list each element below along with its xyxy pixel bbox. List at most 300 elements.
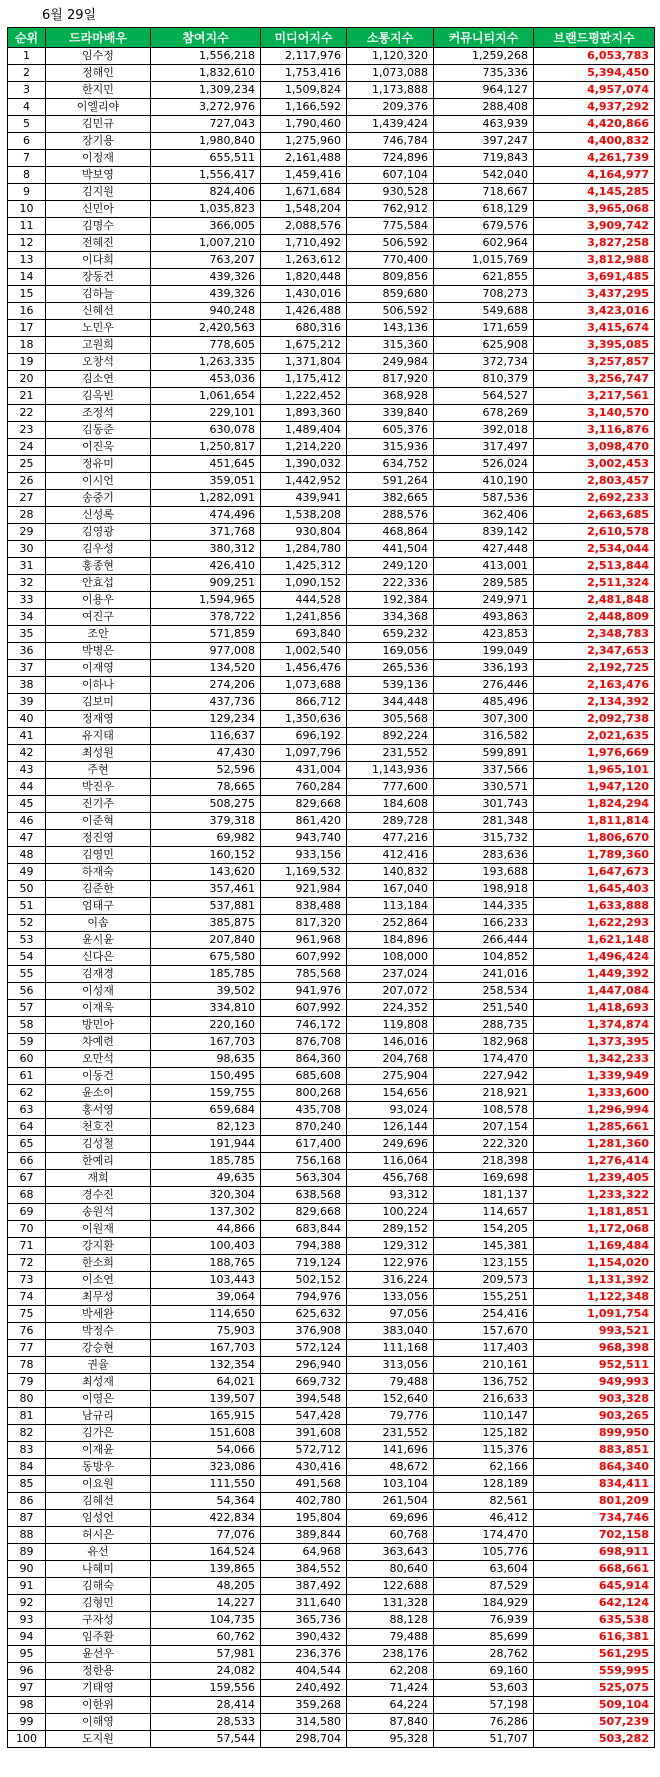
participation-index-cell: 474,496	[151, 507, 261, 524]
brand-reputation-index-cell: 4,937,292	[534, 99, 655, 116]
brand-reputation-index-cell: 2,513,844	[534, 558, 655, 575]
actor-name-cell: 도지원	[46, 1731, 151, 1748]
media-index-cell: 685,608	[261, 1068, 347, 1085]
community-index-cell: 145,381	[434, 1238, 534, 1255]
table-row	[8, 1272, 655, 1289]
participation-index-cell: 451,645	[151, 456, 261, 473]
community-index-cell: 171,659	[434, 320, 534, 337]
brand-reputation-index-cell: 559,995	[534, 1663, 655, 1680]
communication-index-cell: 261,504	[347, 1493, 434, 1510]
actor-name-cell: 김지원	[46, 184, 151, 201]
actor-name-cell: 김가은	[46, 1425, 151, 1442]
table-row	[8, 354, 655, 371]
community-index-cell: 392,018	[434, 422, 534, 439]
community-index-cell: 678,269	[434, 405, 534, 422]
communication-index-cell: 770,400	[347, 252, 434, 269]
community-index-cell: 362,406	[434, 507, 534, 524]
community-index-cell: 249,971	[434, 592, 534, 609]
community-index-cell: 493,863	[434, 609, 534, 626]
actor-name-cell: 나혜미	[46, 1561, 151, 1578]
actor-name-cell: 방민아	[46, 1017, 151, 1034]
communication-index-cell: 316,224	[347, 1272, 434, 1289]
brand-reputation-index-cell: 1,633,888	[534, 898, 655, 915]
table-row	[8, 660, 655, 677]
table-row	[8, 1493, 655, 1510]
actor-name-cell: 김영민	[46, 847, 151, 864]
actor-name-cell: 정한용	[46, 1663, 151, 1680]
brand-reputation-index-cell: 864,340	[534, 1459, 655, 1476]
rank-cell: 83	[8, 1442, 46, 1459]
rank-cell: 65	[8, 1136, 46, 1153]
participation-index-cell: 508,275	[151, 796, 261, 813]
media-index-cell: 384,552	[261, 1561, 347, 1578]
rank-cell: 14	[8, 269, 46, 286]
media-index-cell: 1,275,960	[261, 133, 347, 150]
participation-index-cell: 439,326	[151, 269, 261, 286]
participation-index-cell: 47,430	[151, 745, 261, 762]
rank-cell: 66	[8, 1153, 46, 1170]
participation-index-cell: 164,524	[151, 1544, 261, 1561]
table-row	[8, 1595, 655, 1612]
community-index-cell: 288,408	[434, 99, 534, 116]
table-row	[8, 1612, 655, 1629]
communication-index-cell: 103,104	[347, 1476, 434, 1493]
rank-cell: 53	[8, 932, 46, 949]
community-index-cell: 810,379	[434, 371, 534, 388]
participation-index-cell: 139,507	[151, 1391, 261, 1408]
community-index-cell: 564,527	[434, 388, 534, 405]
actor-name-cell: 구자성	[46, 1612, 151, 1629]
header-actor: 드라마배우	[46, 28, 151, 48]
rank-cell: 45	[8, 796, 46, 813]
brand-reputation-index-cell: 1,091,754	[534, 1306, 655, 1323]
community-index-cell: 708,273	[434, 286, 534, 303]
actor-name-cell: 이영은	[46, 1391, 151, 1408]
communication-index-cell: 108,000	[347, 949, 434, 966]
table-row	[8, 1238, 655, 1255]
brand-reputation-index-cell: 2,692,233	[534, 490, 655, 507]
rank-cell: 51	[8, 898, 46, 915]
brand-reputation-index-cell: 1,373,395	[534, 1034, 655, 1051]
communication-index-cell: 95,328	[347, 1731, 434, 1748]
table-row	[8, 303, 655, 320]
brand-reputation-index-cell: 4,400,832	[534, 133, 655, 150]
rank-cell: 70	[8, 1221, 46, 1238]
media-index-cell: 296,940	[261, 1357, 347, 1374]
communication-index-cell: 143,136	[347, 320, 434, 337]
community-index-cell: 136,752	[434, 1374, 534, 1391]
media-index-cell: 311,640	[261, 1595, 347, 1612]
actor-name-cell: 김준한	[46, 881, 151, 898]
media-index-cell: 719,124	[261, 1255, 347, 1272]
participation-index-cell: 1,980,840	[151, 133, 261, 150]
actor-name-cell: 임주환	[46, 1629, 151, 1646]
table-row	[8, 1510, 655, 1527]
communication-index-cell: 605,376	[347, 422, 434, 439]
media-index-cell: 314,580	[261, 1714, 347, 1731]
rank-cell: 62	[8, 1085, 46, 1102]
actor-name-cell: 이정재	[46, 150, 151, 167]
actor-name-cell: 이엘리야	[46, 99, 151, 116]
rank-cell: 18	[8, 337, 46, 354]
participation-index-cell: 134,520	[151, 660, 261, 677]
table-row	[8, 1374, 655, 1391]
participation-index-cell: 69,982	[151, 830, 261, 847]
community-index-cell: 104,852	[434, 949, 534, 966]
actor-name-cell: 장기용	[46, 133, 151, 150]
community-index-cell: 115,376	[434, 1442, 534, 1459]
community-index-cell: 123,155	[434, 1255, 534, 1272]
brand-reputation-index-cell: 3,098,470	[534, 439, 655, 456]
table-row	[8, 1187, 655, 1204]
actor-name-cell: 박세완	[46, 1306, 151, 1323]
community-index-cell: 423,853	[434, 626, 534, 643]
rank-cell: 88	[8, 1527, 46, 1544]
rank-cell: 81	[8, 1408, 46, 1425]
participation-index-cell: 75,903	[151, 1323, 261, 1340]
table-row	[8, 813, 655, 830]
media-index-cell: 431,004	[261, 762, 347, 779]
communication-index-cell: 892,224	[347, 728, 434, 745]
participation-index-cell: 274,206	[151, 677, 261, 694]
brand-reputation-index-cell: 1,645,403	[534, 881, 655, 898]
brand-reputation-index-cell: 734,746	[534, 1510, 655, 1527]
actor-name-cell: 장동건	[46, 269, 151, 286]
media-index-cell: 876,708	[261, 1034, 347, 1051]
community-index-cell: 28,762	[434, 1646, 534, 1663]
brand-reputation-index-cell: 1,789,360	[534, 847, 655, 864]
participation-index-cell: 14,227	[151, 1595, 261, 1612]
participation-index-cell: 334,810	[151, 1000, 261, 1017]
community-index-cell: 53,603	[434, 1680, 534, 1697]
table-row	[8, 1357, 655, 1374]
communication-index-cell: 339,840	[347, 405, 434, 422]
actor-name-cell: 김영광	[46, 524, 151, 541]
actor-name-cell: 차예련	[46, 1034, 151, 1051]
brand-reputation-index-cell: 1,965,101	[534, 762, 655, 779]
media-index-cell: 1,426,488	[261, 303, 347, 320]
communication-index-cell: 305,568	[347, 711, 434, 728]
table-row	[8, 490, 655, 507]
actor-name-cell: 김민규	[46, 116, 151, 133]
table-row	[8, 779, 655, 796]
actor-name-cell: 홍서영	[46, 1102, 151, 1119]
community-index-cell: 144,335	[434, 898, 534, 915]
table-row	[8, 456, 655, 473]
communication-index-cell: 167,040	[347, 881, 434, 898]
actor-name-cell: 정유미	[46, 456, 151, 473]
communication-index-cell: 140,832	[347, 864, 434, 881]
participation-index-cell: 98,635	[151, 1051, 261, 1068]
community-index-cell: 679,576	[434, 218, 534, 235]
rank-cell: 61	[8, 1068, 46, 1085]
communication-index-cell: 506,592	[347, 235, 434, 252]
table-row	[8, 1459, 655, 1476]
brand-reputation-index-cell: 642,124	[534, 1595, 655, 1612]
community-index-cell: 69,160	[434, 1663, 534, 1680]
rank-cell: 19	[8, 354, 46, 371]
table-row	[8, 1306, 655, 1323]
communication-index-cell: 100,224	[347, 1204, 434, 1221]
table-row	[8, 269, 655, 286]
brand-reputation-index-cell: 3,812,988	[534, 252, 655, 269]
brand-reputation-index-cell: 1,449,392	[534, 966, 655, 983]
communication-index-cell: 383,040	[347, 1323, 434, 1340]
participation-index-cell: 111,550	[151, 1476, 261, 1493]
community-index-cell: 199,049	[434, 643, 534, 660]
rank-cell: 48	[8, 847, 46, 864]
media-index-cell: 1,169,532	[261, 864, 347, 881]
actor-name-cell: 최성원	[46, 745, 151, 762]
participation-index-cell: 379,318	[151, 813, 261, 830]
communication-index-cell: 539,136	[347, 677, 434, 694]
actor-name-cell: 이재영	[46, 660, 151, 677]
actor-name-cell: 김우성	[46, 541, 151, 558]
brand-reputation-index-cell: 1,169,484	[534, 1238, 655, 1255]
rank-cell: 22	[8, 405, 46, 422]
table-row	[8, 1391, 655, 1408]
participation-index-cell: 630,078	[151, 422, 261, 439]
rank-cell: 76	[8, 1323, 46, 1340]
table-row	[8, 201, 655, 218]
table-row	[8, 1561, 655, 1578]
table-row	[8, 1731, 655, 1748]
actor-name-cell: 이준혁	[46, 813, 151, 830]
actor-name-cell: 고원희	[46, 337, 151, 354]
community-index-cell: 289,585	[434, 575, 534, 592]
table-row	[8, 677, 655, 694]
community-index-cell: 166,233	[434, 915, 534, 932]
media-index-cell: 794,388	[261, 1238, 347, 1255]
actor-name-cell: 안효섭	[46, 575, 151, 592]
communication-index-cell: 724,896	[347, 150, 434, 167]
participation-index-cell: 1,832,610	[151, 65, 261, 82]
header-community: 커뮤니티지수	[434, 28, 534, 48]
brand-reputation-index-cell: 952,511	[534, 1357, 655, 1374]
media-index-cell: 1,790,460	[261, 116, 347, 133]
media-index-cell: 240,492	[261, 1680, 347, 1697]
communication-index-cell: 315,360	[347, 337, 434, 354]
brand-reputation-index-cell: 3,437,295	[534, 286, 655, 303]
rank-cell: 77	[8, 1340, 46, 1357]
brand-reputation-index-cell: 702,158	[534, 1527, 655, 1544]
community-index-cell: 372,734	[434, 354, 534, 371]
table-row	[8, 728, 655, 745]
actor-name-cell: 한예리	[46, 1153, 151, 1170]
community-index-cell: 258,534	[434, 983, 534, 1000]
communication-index-cell: 289,728	[347, 813, 434, 830]
brand-reputation-index-cell: 668,661	[534, 1561, 655, 1578]
table-row	[8, 99, 655, 116]
community-index-cell: 413,001	[434, 558, 534, 575]
communication-index-cell: 113,184	[347, 898, 434, 915]
actor-name-cell: 허시은	[46, 1527, 151, 1544]
media-index-cell: 64,968	[261, 1544, 347, 1561]
participation-index-cell: 3,272,976	[151, 99, 261, 116]
actor-name-cell: 이원재	[46, 1221, 151, 1238]
rank-cell: 73	[8, 1272, 46, 1289]
community-index-cell: 76,286	[434, 1714, 534, 1731]
actor-name-cell: 홍종현	[46, 558, 151, 575]
media-index-cell: 921,984	[261, 881, 347, 898]
actor-name-cell: 이하나	[46, 677, 151, 694]
community-index-cell: 114,657	[434, 1204, 534, 1221]
communication-index-cell: 122,976	[347, 1255, 434, 1272]
brand-reputation-index-cell: 968,398	[534, 1340, 655, 1357]
communication-index-cell: 930,528	[347, 184, 434, 201]
participation-index-cell: 537,881	[151, 898, 261, 915]
rank-cell: 84	[8, 1459, 46, 1476]
participation-index-cell: 1,061,654	[151, 388, 261, 405]
communication-index-cell: 1,143,936	[347, 762, 434, 779]
actor-name-cell: 이다희	[46, 252, 151, 269]
participation-index-cell: 229,101	[151, 405, 261, 422]
media-index-cell: 1,097,796	[261, 745, 347, 762]
media-index-cell: 444,528	[261, 592, 347, 609]
media-index-cell: 1,350,636	[261, 711, 347, 728]
community-index-cell: 227,942	[434, 1068, 534, 1085]
actor-name-cell: 진기주	[46, 796, 151, 813]
table-row	[8, 1051, 655, 1068]
rank-cell: 24	[8, 439, 46, 456]
community-index-cell: 283,636	[434, 847, 534, 864]
actor-name-cell: 강지환	[46, 1238, 151, 1255]
communication-index-cell: 204,768	[347, 1051, 434, 1068]
community-index-cell: 218,921	[434, 1085, 534, 1102]
rank-cell: 72	[8, 1255, 46, 1272]
participation-index-cell: 1,556,417	[151, 167, 261, 184]
brand-reputation-index-cell: 1,418,693	[534, 1000, 655, 1017]
table-row	[8, 524, 655, 541]
rank-cell: 9	[8, 184, 46, 201]
communication-index-cell: 249,696	[347, 1136, 434, 1153]
communication-index-cell: 79,488	[347, 1374, 434, 1391]
table-row	[8, 150, 655, 167]
community-index-cell: 735,336	[434, 65, 534, 82]
rank-cell: 36	[8, 643, 46, 660]
brand-reputation-index-cell: 1,496,424	[534, 949, 655, 966]
participation-index-cell: 909,251	[151, 575, 261, 592]
media-index-cell: 1,456,476	[261, 660, 347, 677]
actor-name-cell: 여진구	[46, 609, 151, 626]
community-index-cell: 330,571	[434, 779, 534, 796]
table-row	[8, 643, 655, 660]
rank-cell: 6	[8, 133, 46, 150]
community-index-cell: 602,964	[434, 235, 534, 252]
rank-cell: 41	[8, 728, 46, 745]
media-index-cell: 607,992	[261, 949, 347, 966]
table-row	[8, 184, 655, 201]
participation-index-cell: 77,076	[151, 1527, 261, 1544]
rank-cell: 20	[8, 371, 46, 388]
actor-name-cell: 경수진	[46, 1187, 151, 1204]
table-row	[8, 1680, 655, 1697]
brand-reputation-index-cell: 993,521	[534, 1323, 655, 1340]
actor-name-cell: 기태영	[46, 1680, 151, 1697]
rank-cell: 82	[8, 1425, 46, 1442]
rank-cell: 43	[8, 762, 46, 779]
communication-index-cell: 1,173,888	[347, 82, 434, 99]
community-index-cell: 184,929	[434, 1595, 534, 1612]
communication-index-cell: 93,024	[347, 1102, 434, 1119]
participation-index-cell: 24,082	[151, 1663, 261, 1680]
communication-index-cell: 249,984	[347, 354, 434, 371]
table-row	[8, 1340, 655, 1357]
brand-reputation-index-cell: 1,239,405	[534, 1170, 655, 1187]
brand-reputation-index-cell: 903,265	[534, 1408, 655, 1425]
media-index-cell: 1,002,540	[261, 643, 347, 660]
participation-index-cell: 675,580	[151, 949, 261, 966]
participation-index-cell: 1,282,091	[151, 490, 261, 507]
table-row	[8, 167, 655, 184]
rank-cell: 85	[8, 1476, 46, 1493]
participation-index-cell: 1,035,823	[151, 201, 261, 218]
participation-index-cell: 191,944	[151, 1136, 261, 1153]
brand-reputation-index-cell: 2,610,578	[534, 524, 655, 541]
media-index-cell: 2,088,576	[261, 218, 347, 235]
table-row	[8, 847, 655, 864]
rank-cell: 12	[8, 235, 46, 252]
community-index-cell: 336,193	[434, 660, 534, 677]
participation-index-cell: 778,605	[151, 337, 261, 354]
media-index-cell: 693,840	[261, 626, 347, 643]
brand-reputation-index-cell: 1,296,994	[534, 1102, 655, 1119]
media-index-cell: 1,214,220	[261, 439, 347, 456]
rank-cell: 68	[8, 1187, 46, 1204]
brand-reputation-index-cell: 698,911	[534, 1544, 655, 1561]
table-row	[8, 1663, 655, 1680]
rank-cell: 98	[8, 1697, 46, 1714]
table-row	[8, 82, 655, 99]
participation-index-cell: 159,556	[151, 1680, 261, 1697]
communication-index-cell: 368,928	[347, 388, 434, 405]
participation-index-cell: 422,834	[151, 1510, 261, 1527]
actor-name-cell: 오만석	[46, 1051, 151, 1068]
table-row	[8, 1255, 655, 1272]
community-index-cell: 125,182	[434, 1425, 534, 1442]
date-label: 6월 29일	[42, 8, 97, 23]
communication-index-cell: 252,864	[347, 915, 434, 932]
table-row	[8, 1136, 655, 1153]
brand-reputation-index-cell: 503,282	[534, 1731, 655, 1748]
media-index-cell: 1,753,416	[261, 65, 347, 82]
rank-cell: 50	[8, 881, 46, 898]
participation-index-cell: 57,544	[151, 1731, 261, 1748]
actor-name-cell: 윤시윤	[46, 932, 151, 949]
brand-reputation-index-cell: 561,295	[534, 1646, 655, 1663]
actor-name-cell: 김명수	[46, 218, 151, 235]
participation-index-cell: 727,043	[151, 116, 261, 133]
communication-index-cell: 192,384	[347, 592, 434, 609]
table-row	[8, 881, 655, 898]
media-index-cell: 390,432	[261, 1629, 347, 1646]
communication-index-cell: 412,416	[347, 847, 434, 864]
community-index-cell: 222,320	[434, 1136, 534, 1153]
community-index-cell: 281,348	[434, 813, 534, 830]
media-index-cell: 195,804	[261, 1510, 347, 1527]
table-row	[8, 745, 655, 762]
table-row	[8, 439, 655, 456]
community-index-cell: 427,448	[434, 541, 534, 558]
actor-name-cell: 하재숙	[46, 864, 151, 881]
table-row	[8, 1000, 655, 1017]
header-row	[8, 28, 655, 48]
communication-index-cell: 1,120,320	[347, 48, 434, 65]
table-row	[8, 932, 655, 949]
brand-reputation-index-cell: 834,411	[534, 1476, 655, 1493]
media-index-cell: 933,156	[261, 847, 347, 864]
communication-index-cell: 224,352	[347, 1000, 434, 1017]
